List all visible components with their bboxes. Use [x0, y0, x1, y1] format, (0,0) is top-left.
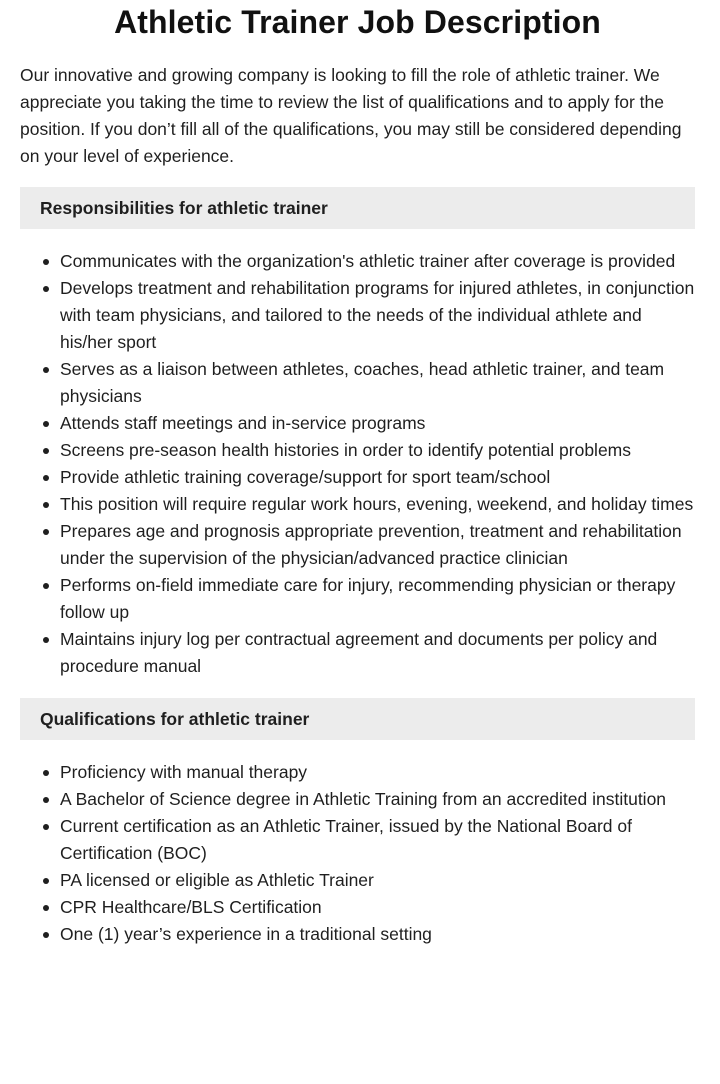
bullet-icon: [43, 367, 49, 373]
bullet-icon: [43, 878, 49, 884]
bullet-icon: [43, 583, 49, 589]
qualifications-heading: Qualifications for athletic trainer: [20, 698, 695, 740]
list-item: Provide athletic training coverage/support for sport team/school: [60, 464, 695, 491]
bullet-icon: [43, 475, 49, 481]
list-item: Prepares age and prognosis appropriate prevention, treatment and rehabilitation under the supervision of the physician/advanced practice clinician: [60, 518, 695, 572]
bullet-icon: [43, 286, 49, 292]
list-item: This position will require regular work hours, evening, weekend, and holiday times: [60, 491, 695, 518]
intro-paragraph: Our innovative and growing company is looking to fill the role of athletic trainer. We appreciate you taking the time to review the list of qualifications and to apply for the position. If you don’t fill all of the qualifications, you may still be considered depending on your level of experience.: [20, 65, 682, 166]
bullet-icon: [43, 421, 49, 427]
qualifications-list: [20, 759, 695, 948]
bullet-icon: [43, 502, 49, 508]
bullet-icon: [43, 448, 49, 454]
list-item: Performs on-field immediate care for injury, recommending physician or therapy follow up: [60, 572, 695, 626]
bullet-icon: [43, 259, 49, 265]
list-item: Develops treatment and rehabilitation programs for injured athletes, in conjunction with team physicians, and tailored to the needs of the individual athlete and his/her sport: [60, 275, 695, 356]
list-item: Communicates with the organization's athletic trainer after coverage is provided: [60, 248, 695, 275]
bullet-icon: [43, 797, 49, 803]
list-item: Serves as a liaison between athletes, coaches, head athletic trainer, and team physicians: [60, 356, 695, 410]
bullet-icon: [43, 770, 49, 776]
list-item: PA licensed or eligible as Athletic Trainer: [60, 867, 695, 894]
responsibilities-list: [20, 248, 695, 680]
page-title: Athletic Trainer Job Description: [114, 4, 601, 40]
list-item: A Bachelor of Science degree in Athletic Training from an accredited institution: [60, 786, 695, 813]
list-item: One (1) year’s experience in a traditional setting: [60, 921, 695, 948]
bullet-icon: [43, 905, 49, 911]
responsibilities-heading: Responsibilities for athletic trainer: [20, 187, 695, 229]
bullet-icon: [43, 529, 49, 535]
list-item: Current certification as an Athletic Trainer, issued by the National Board of Certification (BOC): [60, 813, 695, 867]
list-item: Proficiency with manual therapy: [60, 759, 695, 786]
bullet-icon: [43, 637, 49, 643]
list-item: CPR Healthcare/BLS Certification: [60, 894, 695, 921]
list-item: Attends staff meetings and in-service programs: [60, 410, 695, 437]
bullet-icon: [43, 932, 49, 938]
bullet-icon: [43, 824, 49, 830]
list-item: Screens pre-season health histories in order to identify potential problems: [60, 437, 695, 464]
list-item: Maintains injury log per contractual agreement and documents per policy and procedure manual: [60, 626, 695, 680]
